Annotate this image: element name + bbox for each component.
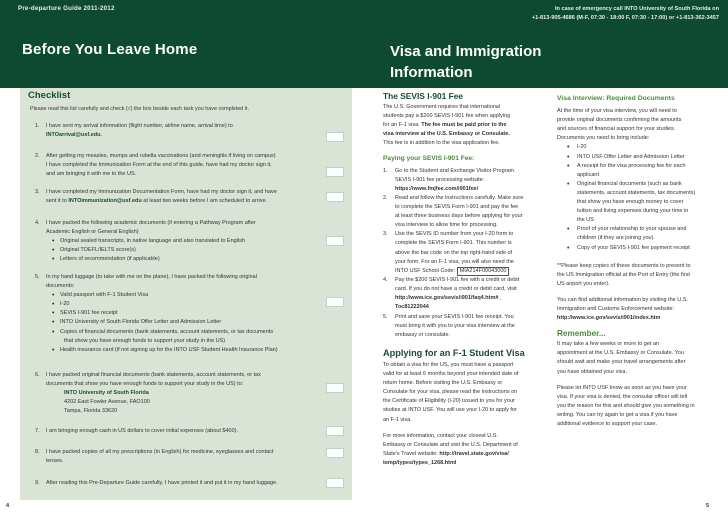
step-text: your form. For an F-1 visa, you will also need the [395,258,514,265]
remember-text: writing. You can try again to get a visa if you have [557,411,678,418]
step-text: to complete the SEVIS Form I-901 and pay the fee [395,204,519,211]
checklist-item-2 [30,152,326,179]
sevis-step-4 [383,276,545,312]
f1-text: studies at INTO USF. You will use your I-20 to apply for [383,407,517,414]
document-item [557,143,717,152]
item-line: In my hand luggage (to take with me on the plane), I have packed the following original [46,274,257,280]
fmjfee-link[interactable]: https://www.fmjfee.com/i901fee/ [395,185,479,192]
checkbox-item-2[interactable] [326,167,344,177]
page-number-left: 4 [6,503,10,509]
sevis-fee-note: visa interview at the U.S. Embassy or Consulate. [383,131,510,138]
item-line: After getting my measles, mumps and rubella vaccinations (and meningitis if living on campus) [46,153,276,159]
interview-text: You can find additional information by visiting the U.S. [557,296,688,303]
item-line: After reading this Pre-Departure Guide carefully, I have printed it and put it in my hand luggage. [46,480,278,486]
document-text: • A receipt for the visa processing fee for each [577,162,686,169]
item-bullet: • Original sealed transcripts, in native language and also translated to English [60,237,326,246]
item-text: sent it to [46,198,69,205]
sevis-text: for an F-1 visa. [383,122,422,129]
item-number: 8. [35,449,40,455]
step-text: must bring it with you to your visa interview at the [395,322,515,329]
checklist-item-7 [30,427,326,436]
document-text: • Proof of your relationship to your spouse and [577,226,687,233]
item-bullet: • Health insurance card (if not signing up for the INTO USF Student Health Insurance Plan) [60,346,326,355]
address-line: 4202 East Fowler Avenue, FAO100 [64,399,150,406]
document-text: • I-20 [577,144,587,151]
item-bullet: • SEVIS I-901 fee receipt [60,309,326,318]
emergency-line-2: +1-813-905-4686 (M-F, 07:30 - 18:00 F, 07:30 - 17:00) or +1-813-362-3457 [531,14,719,21]
sevis-text: students pay a $200 SEVIS I-901 fee when applying [383,113,511,120]
interview-text: and sources of financial support for your studies. [557,126,676,133]
item-bullet-cont: that show you have enough funds to support your study in the US) [64,337,226,344]
item-number: 1. [35,123,40,129]
document-item [557,180,717,225]
school-code: MIA214F00043000 [457,267,510,277]
item-line: I have packed copies of all my prescriptions (in English) for medicine, eyeglasses and contact [46,449,274,455]
checkbox-item-6[interactable] [326,383,344,393]
step-number: 3. [383,231,388,238]
checklist-item-4 [30,219,326,264]
sevis-step-3 [383,230,545,276]
sevis-step-1 [383,167,545,194]
document-text: the US [577,217,594,224]
checkbox-item-4[interactable] [326,236,344,246]
item-bullet: • Letters of recommendation (if applicable) [60,255,326,264]
remember-text: Please let INTO USF know as soon as you have your [557,384,687,391]
document-text: • Original financial documents (such as bank [577,180,682,187]
checklist-item-1 [30,122,326,140]
interview-heading: Visa Interview: Required Documents [557,95,675,102]
interview-note: US airport you enter). [557,280,610,287]
sevis-steps [383,167,545,340]
page-title-right: Visa and Immigration Information [390,43,542,81]
item-line: documents that show you have enough funds to support your study in the US) to: [46,381,244,388]
remember-heading: Remember... [557,329,606,339]
remember-text: visa. If your visa is denied, the consular officer will tell [557,393,688,400]
document-item [557,225,717,243]
step-text: at least three business days before applying for your [395,213,523,220]
emergency-line-1: In case of emergency call INTO University of South Florida on [554,6,719,12]
step-text: embassy or consulate. [395,331,451,338]
item-bullet: • I-20 [60,300,326,309]
immunization-email: INTOimmunization@usf.edu [68,198,142,205]
step-text: INTO USF School Code: [395,267,457,274]
item-line: and am bringing it with me to the US. [46,171,137,178]
step-text: Use the SEVIS ID number from your I-20 form to [395,231,514,238]
item-line: documents: [46,283,75,290]
sevis-fee-note: The fee must be paid prior to the [421,122,507,129]
item-bullet: • Copies of financial documents (bank statements, account statements, or tax documents [60,328,326,337]
step-text: above the bar code on the top right-hand side of [395,249,513,256]
interview-text: Documents you need to bring include: [557,135,650,142]
sevis-heading: The SEVIS I-901 Fee [383,91,464,101]
item-text: at least two weeks before I am scheduled to arrive. [141,198,268,205]
item-line: I am bringing enough cash in US dollars to cover initial expenses (about $400). [46,428,239,434]
sevis-step-2 [383,194,545,230]
interview-note: **Please keep copies of these documents to present to [557,262,691,269]
sevis-column [383,92,545,468]
checklist-item-3 [30,188,326,206]
emergency-contact [532,5,719,22]
document-text: • INTO USF Offer Letter and Admission Letter [577,153,685,160]
interview-text: provide original documents confirming the amounts [557,117,682,124]
document-text: that show you have enough money to cover [577,199,684,206]
step-text: Pay the $200 SEVIS I-901 fee with a credit or debit [395,277,520,284]
remember-text: you the reason for this and should give you something in [557,402,695,409]
checklist-item-9 [30,479,326,488]
item-number: 4. [35,220,40,226]
documents-list [557,143,717,252]
document-text: statements, account statements, tax documents) [577,189,696,196]
page-title-left: Before You Leave Home [22,41,198,58]
item-line: lenses. [46,458,64,465]
document-item [557,162,717,180]
document-text: tuition and living expenses during your time in [577,208,689,215]
travel-state-link-cont[interactable]: temp/types/types_1268.html [383,459,457,466]
step-number: 4. [383,277,388,284]
step-text: complete the SEVIS Form I-901. This number is [395,240,512,247]
interview-text: At the time of your visa interview, you will need to [557,108,677,115]
checklist-intro: Please read this list carefully and check (√) the box beside each task you have completed it. [30,106,249,112]
f1-text: For more information, contact your closest U.S. [383,432,498,439]
document-text: applicant [577,171,600,178]
document-item [557,244,717,253]
document-text: • Copy of your SEVIS I-901 fee payment receipt [577,244,690,251]
sevis-step-5 [383,313,545,340]
f1-text: the Certificate of Eligibility (I-20) issued to you for your [383,398,515,405]
address-line: Tampa, Florida 33620 [64,408,118,415]
checklist-item-8 [30,448,326,466]
item-line: I have completed my Immunization Documentation Form, have had my doctor sign it, and have [46,189,277,195]
remember-text: It may take a few weeks or more to get an [557,341,660,348]
remember-text: appointment at the U.S. Embassy or Consulate. You [557,350,684,357]
step-number: 2. [383,194,388,201]
step-text: SEVIS I-901 fee processing website: [395,176,485,183]
interview-column [557,92,717,429]
remember-text: should wait and make your travel arrangements after [557,359,686,366]
f1-text: To obtain a visa for the US, you must have a passport [383,361,514,368]
interview-text: Immigration and Customs Enforcement website: [557,305,675,312]
document-text: children (if they are joining you). [577,235,655,242]
item-number: 6. [35,372,40,378]
step-text: visa interview to allow time for processing. [395,222,498,229]
sevis-text: This fee is in addition to the visa application fee. [383,140,500,147]
step-number: 5. [383,313,388,320]
travel-state-link[interactable]: http://travel.state.gov/visa/ [439,450,509,457]
f1-text: return home. Before visiting the U.S. Embassy or [383,380,503,387]
item-line: I have packed the following academic documents (if entering a Pathway Program after [46,220,256,226]
paying-heading: Paying your SEVIS I-901 Fee: [383,154,475,162]
f1-heading: Applying for an F-1 Student Visa [383,347,525,358]
item-bullet: • Valid passport with F-1 Student Visa [60,291,326,300]
step-number: 1. [383,167,388,174]
arrival-email: INTOarrival@usf.edu. [46,132,102,139]
checkbox-item-9[interactable] [326,478,344,488]
checklist-title: Checklist [28,90,71,101]
interview-note: the US Immigration official at the Port of Entry (the first [557,271,690,278]
f1-text: Embassy or Consulate and visit the U.S. Department of [383,441,518,448]
checkbox-item-8[interactable] [326,448,344,458]
item-bullet: • INTO University of South Florida Offer Letter and Admission Letter [60,318,326,327]
page-number-right: 5 [706,503,710,509]
item-line: Academic English or General English) [46,229,139,236]
checkbox-item-1[interactable] [326,132,344,142]
step-text: Print and save your SEVIS I-901 fee receipt. You [395,313,514,320]
item-line: I have packed original financial documents (bank statements, account statements, or tax [46,372,261,378]
step-text: Go to the Student and Exchange Visitor Program [395,167,515,174]
item-line: I have completed the Immunization Form at the end of this guide, have had my doctor sign it, [46,162,272,169]
item-number: 9. [35,480,40,486]
ice-index-link[interactable]: http://www.ice.gov/sevis/i901/index.htm [557,315,661,322]
item-number: 2. [35,153,40,159]
item-number: 7. [35,428,40,434]
f1-text: valid for at least 6 months beyond your intended date of [383,371,519,378]
item-line: I have sent my arrival information (flight number, airline name, arrival time) to [46,123,233,129]
ice-faq-link[interactable]: http://www.ice.gov/sevis/i901/faq4.htm#_ [395,295,502,302]
checklist-item-5 [30,273,326,355]
f1-text: State's Travel website: [383,450,440,457]
f1-text: an F-1 visa. [383,416,412,423]
item-bullet: • Original TOEFL/IELTS score(s) [60,246,326,255]
step-text: card. If you do not have a credit or debit card, visit [395,286,517,293]
item-number: 3. [35,189,40,195]
checklist-item-6 [30,371,326,416]
ice-faq-link-cont[interactable]: Toc81222044 [395,304,429,311]
sevis-text: The U.S. Government requires that international [383,104,501,111]
guide-label: Pre-departure Guide 2011-2012 [18,5,115,12]
remember-text: you have obtained your visa. [557,368,628,375]
checkbox-item-3[interactable] [326,192,344,202]
address-name: INTO University of South Florida [64,390,149,397]
checkbox-item-5[interactable] [326,297,344,307]
item-number: 5. [35,274,40,280]
document-item [557,153,717,162]
remember-text: additional evidence to support your case. [557,421,657,427]
f1-text: Consulate for your visa, please read the instructions on [383,389,518,396]
step-text: Read and follow the instructions carefully. Make sure [395,194,524,201]
checkbox-item-7[interactable] [326,426,344,436]
